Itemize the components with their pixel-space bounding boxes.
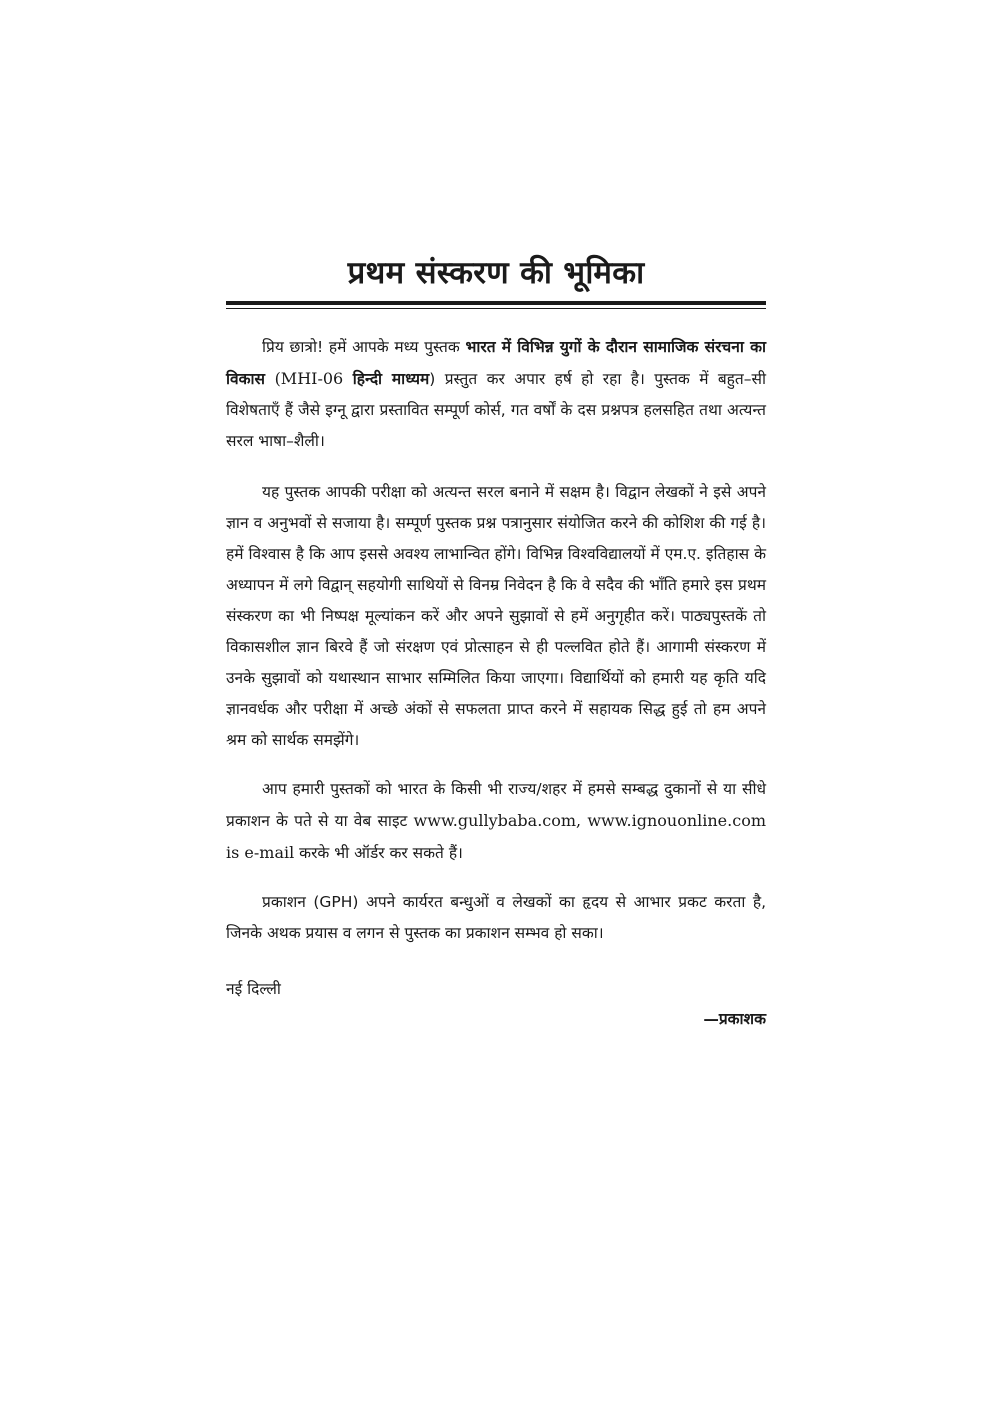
medium-label: हिन्दी माध्यम [352,370,430,388]
description-paragraph: यह पुस्तक आपकी परीक्षा को अत्यन्त सरल बनाने में सक्षम है। विद्वान लेखकों ने इसे अपने ज्ञान व अनुभवों से सजाया है। सम्पूर्ण पुस्तक प्रश्न पत्रानुसार संयोजित करने की कोशिश की गई है। हमें विश्वास है कि आप इससे अवश्य लाभान्वित होंगे। विभिन्न विश्वविद्यालयों में एम.ए. इतिहास के अध्यापन में लगे विद्वान् सहयोगी साथियों से विनम्र निवेदन है कि वे सदैव की भाँति हमारे इस प्रथम संस्करण का भी निष्पक्ष मूल्यांकन करें और अपने सुझावों से हमें अनुगृहीत करें। पाठ्यपुस्तकें तो विकासशील ज्ञान बिरवे हैं जो संरक्षण एवं प्रोत्साहन से ही पल्लवित होते हैं। आगामी संस्करण में उनके सुझावों को यथास्थान साभार सम्मिलित किया जाएगा। विद्यार्थियों को हमारी यह कृति यदि ज्ञानवर्धक और परीक्षा में अच्छे अंकों से सफलता प्राप्त करने में सहायक सिद्ध हुई तो हम अपने श्रम को सार्थक समझेंगे। [226,483,766,749]
email-word: e-mail [244,843,295,862]
intro-paragraph [226,332,766,457]
ordering-rest: करके भी ऑर्डर कर सकते हैं। [294,844,463,862]
place-name: नई दिल्ली [226,980,281,998]
publisher-signature: —प्रकाशक [703,1010,766,1028]
ordering-text: आप हमारी पुस्तकों को भारत के किसी भी राज्य/शहर में हमसे सम्बद्ध दुकानों से या सीधे प्रकाशन के पते से या वेब साइट [226,780,766,830]
acknowledgement-paragraph: प्रकाशन (GPH) अपने कार्यरत बन्धुओं व लेखकों का हृदय से आभार प्रकट करता है, जिनके अथक प्रयास व लगन से पुस्तक का प्रकाशन सम्भव हो सका। [226,893,766,942]
intro-text: प्रिय छात्रो! हमें आपके मध्य पुस्तक [262,338,466,356]
title-underline-thin [226,308,766,309]
course-code: (MHI-06 [265,369,353,388]
book-title: भारत में विभिन्न युगों के दौरान सामाजिक संरचना का विकास [226,338,766,388]
ordering-paragraph [226,774,766,869]
title-underline-thick [226,301,766,305]
preface-page [226,250,766,1033]
website-link-ignouonline[interactable]: www.ignouonline.com [587,811,766,830]
intro-rest: ) प्रस्तुत कर अपार हर्ष हो रहा है। पुस्तक में बहुत–सी विशेषताएँ हैं जैसे इग्नू द्वारा प्रस्तावित सम्पूर्ण कोर्स, गत वर्षों के दस प्रश्नपत्र हलसहित तथा अत्यन्त सरल भाषा–शैली। [226,370,766,450]
page-title: प्रथम संस्करण की भूमिका [347,255,645,291]
website-link-gullybaba[interactable]: www.gullybaba.com, [413,811,582,830]
is-word: is [226,843,245,862]
